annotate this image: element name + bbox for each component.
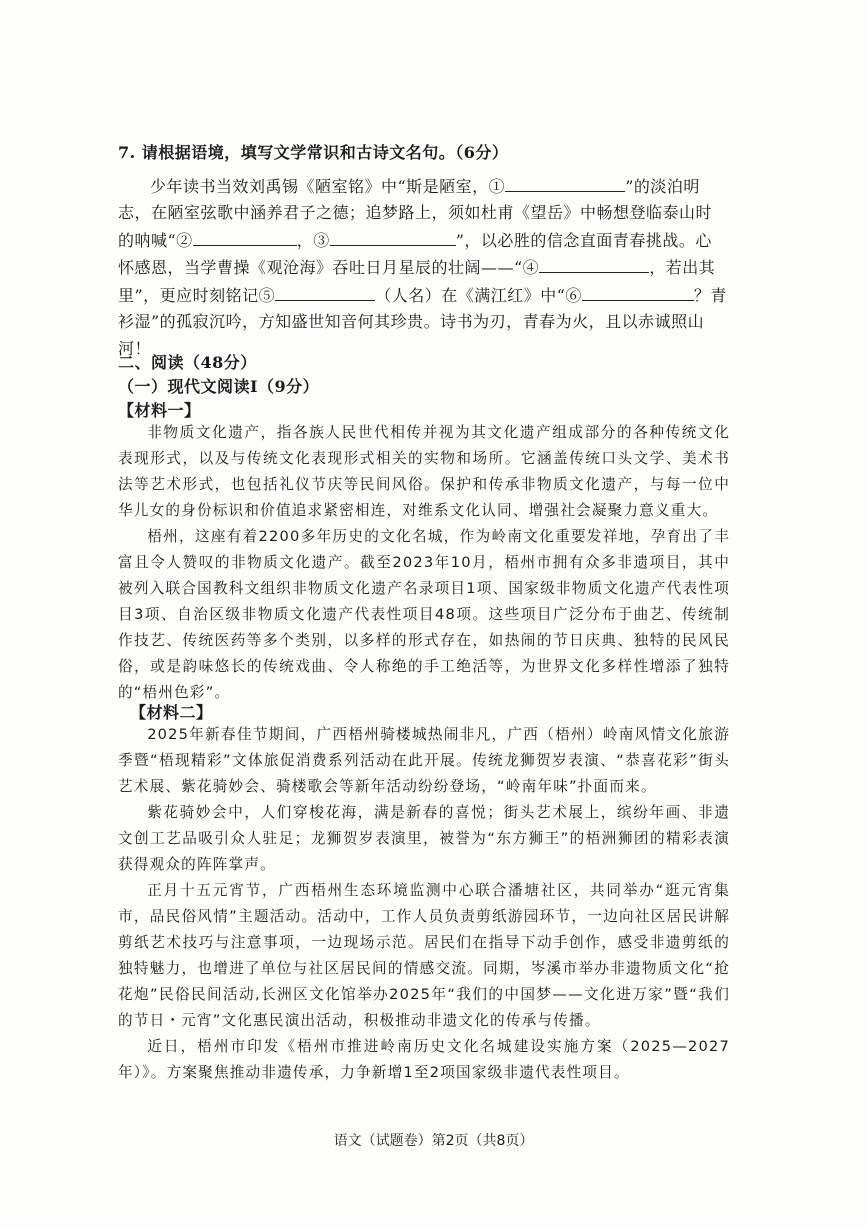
- material-2-paragraph: 正月十五元宵节，广西梧州生态环境监测中心联合潘塘社区，共同举办“逛元宵集市，品民俗风情”主题活动。活动中，工作人员负责剪纸游园环节，一边向社区居民讲解剪纸艺术技巧与注意事项，一边现场示范。居民们在指导下动手创作，感受非遗剪纸的独特魅力，也增进了单位与社区居民间的情感交流。同期，岑溪市举办非遗物质文化“抢花炮”民俗民间活动,长洲区文化馆举办2025年“我们的中国梦——文化进万家”暨“我们的节日・元宵”文化惠民演出活动，积极推动非遗文化的传承与传播。: [118, 882, 730, 1029]
- q7-text-7: ？青衫湿”的孤寂沉吟，方知盛世知音何其珍贵。诗书为刃，青春为火，且以赤诚照山河！: [118, 285, 727, 358]
- page-footer: 语文（试题卷）第2页（共8页）: [333, 1133, 534, 1149]
- section-2-title: 二、阅读（48分）: [118, 353, 257, 372]
- material-2-paragraph: 2025年新春佳节期间，广西梧州骑楼城热闹非凡，广西（梧州）岭南风情文化旅游季暨“梧现精彩”文体旅促消费系列活动在此开展。传统龙狮贺岁表演、“恭喜花彩”街头艺术展、紫花骑妙会、骑楼歌会等新年活动纷纷登场，“岭南年味”扑面而来。: [118, 726, 730, 795]
- q7-text-3: ，③: [296, 230, 330, 250]
- blank-2[interactable]: [193, 227, 297, 246]
- q7-text-1: 少年读书当效刘禹锡《陋室铭》中“斯是陋室，①: [150, 176, 506, 196]
- material-1-label: 【材料一】: [118, 401, 201, 420]
- blank-1[interactable]: [505, 173, 625, 192]
- material-2-paragraph: 紫花骑妙会中，人们穿梭花海，满是新春的喜悦；街头艺术展上，缤纷年画、非遗文创工艺品吸引众人驻足；龙狮贺岁表演里，被誉为“东方狮王”的梧洲狮团的精彩表演获得观众的阵阵掌声。: [118, 804, 730, 873]
- blank-6[interactable]: [582, 282, 694, 301]
- blank-3[interactable]: [330, 227, 456, 246]
- material-2-paragraph: 近日，梧州市印发《梧州市推进岭南历史文化名城建设实施方案（2025—2027年）》。方案聚焦推动非遗传承，力争新增1至2项国家级非遗代表性项目。: [118, 1038, 730, 1081]
- blank-4[interactable]: [539, 254, 649, 273]
- question-7: [118, 140, 728, 362]
- q7-text-6: （人名）在《满江红》中“⑥: [375, 285, 582, 305]
- question-7-heading: 7. 请根据语境，填写文学常识和古诗文名句。（6分）: [118, 143, 509, 162]
- material-2-label: 【材料二】: [130, 703, 213, 722]
- q7-text-2: ”的淡泊明志，在陋室弦歌中涵养君子之德；追梦路上，须如杜甫《望岳》中畅想登临泰山时的呐喊“②: [118, 176, 713, 250]
- material-1: [118, 420, 730, 706]
- q7-text-5: ，若出其里”，更应时刻铭记⑤: [118, 258, 716, 305]
- question-7-body: [118, 173, 728, 363]
- section-2-subtitle: （一）现代文阅读Ⅰ（9分）: [118, 377, 320, 396]
- material-2: [118, 722, 730, 1086]
- q7-text-4: ”，以必胜的信念直面青春挑战。心怀感恩，当学曹操《观沧海》吞吐日月星辰的壮阔——“④: [118, 230, 712, 277]
- material-1-paragraph: 非物质文化遗产，指各族人民世代相传并视为其文化遗产组成部分的各种传统文化表现形式，以及与传统文化表现形式相关的实物和场所。它涵盖传统口头文学、美术书法等艺术形式，也包括礼仪节庆等民间风俗。保护和传承非物质文化遗产，与每一位中华儿女的身份标识和价值追求紧密相连，对维系文化认同、增强社会凝聚力意义重大。: [118, 424, 730, 519]
- blank-5[interactable]: [275, 282, 375, 301]
- material-1-paragraph: 梧州，这座有着2200多年历史的文化名城，作为岭南文化重要发祥地，孕育出了丰富且令人赞叹的非物质文化遗产。截至2023年10月，梧州市拥有众多非遗项目，其中被列入联合国教科文组织非物质文化遗产名录项目1项、国家级非物质文化遗产代表性项目3项、自治区级非物质文化遗产代表性项目48项。这些项目广泛分布于曲艺、传统制作技艺、传统医药等多个类别，以多样的形式存在，如热闹的节日庆典、独特的民风民俗，或是韵味悠长的传统戏曲、令人称绝的手工绝活等，为世界文化多样性增添了独特的“梧州色彩”。: [118, 528, 730, 701]
